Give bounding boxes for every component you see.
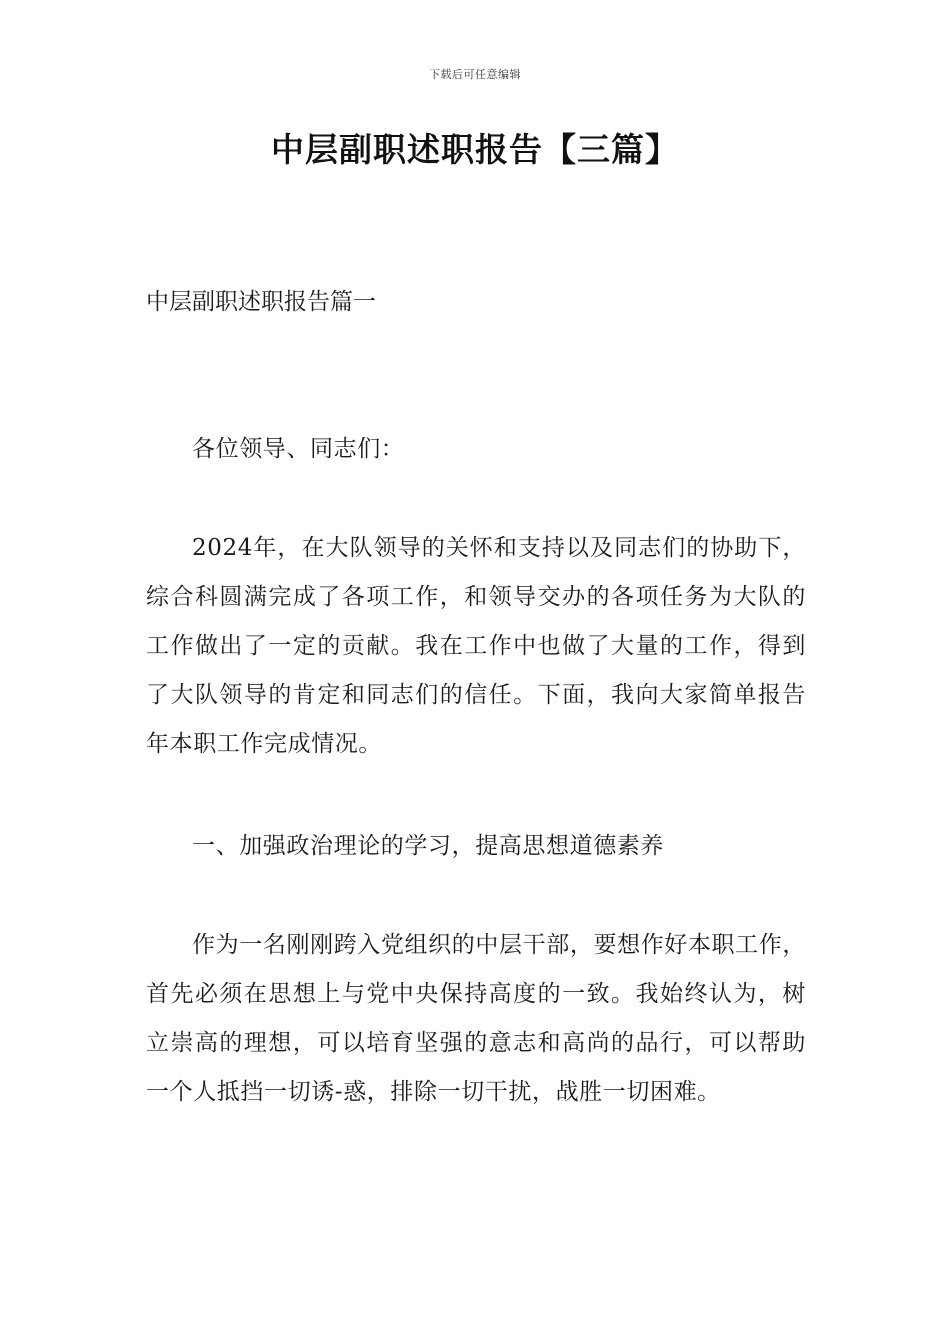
section-heading: 中层副职述职报告篇一 [146,289,376,315]
body-paragraph: 作为一名刚刚跨入党组织的中层干部，要想作好本职工作，首先必须在思想上与党中央保持高度的一致。我始终认为，树立崇高的理想，可以培育坚强的意志和高尚的品行，可以帮助一个人抵挡一切诱-惑，排除一切干扰，战胜一切困难。 [146,932,806,1105]
intro-paragraph: 2024年，在大队领导的关怀和支持以及同志们的协助下，综合科圆满完成了各项工作，和领导交办的各项任务为大队的工作做出了一定的贡献。我在工作中也做了大量的工作，得到了大队领导的肯定和同志们的信任。下面，我向大家简单报告年本职工作完成情况。 [146,535,806,757]
document-title: 中层副职述职报告【三篇】 [271,130,679,169]
header-note: 下载后可任意编辑 [429,68,521,81]
subsection-heading: 一、加强政治理论的学习，提高思想道德素养 [192,833,664,859]
greeting-paragraph: 各位领导、同志们： [192,436,405,462]
